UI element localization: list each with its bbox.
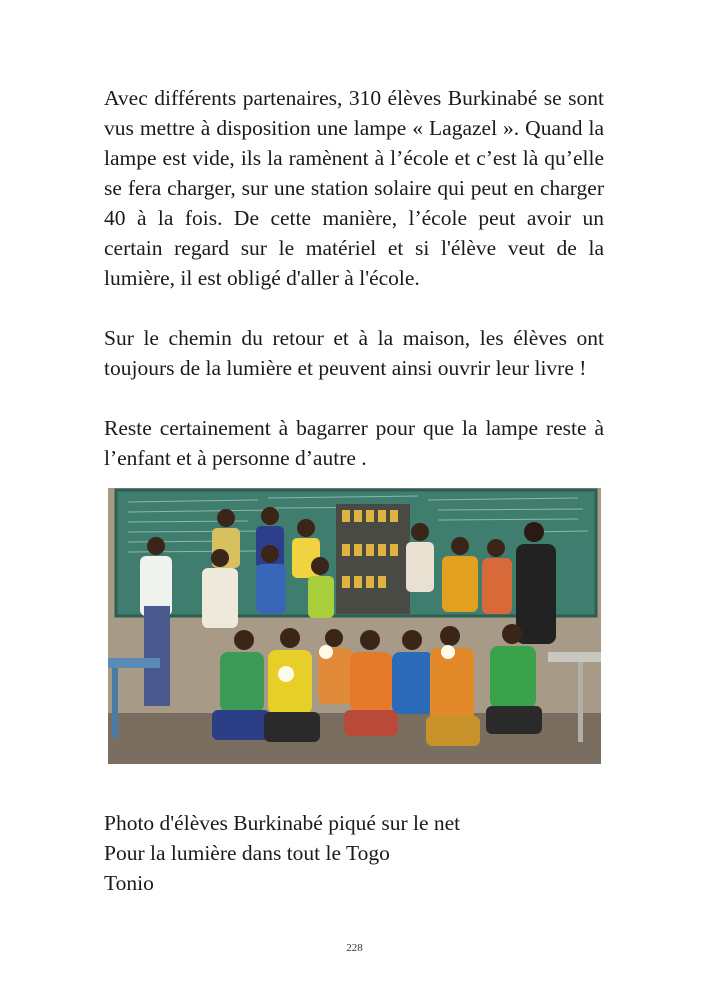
page-number: 228 [346,942,363,954]
students-with-solar-lamps-image [108,488,601,764]
caption-dedication: Pour la lumière dans tout le Togo [104,841,390,865]
paragraph-lagazel-lamp: Avec différents partenaires, 310 élèves Burkinabé se sont vus mettre à disposition une lampe « Lagazel ». Quand la lampe est vide, ils la ramènent à l’école et c’est là qu’elle se fera charger, sur une station solaire qui peut en charger 40 à la fois. De cette manière, l’école peut avoir un certain regard sur le matériel et si l'élève veut de la lumière, il est obligé d'aller à l'école. [104,86,604,290]
class-photo [108,488,601,764]
paragraph-way-home: Sur le chemin du retour et à la maison, les élèves ont toujours de la lumière et peuvent ainsi ouvrir leur livre ! [104,326,604,380]
caption-signature: Tonio [104,871,154,895]
paragraph-conclusion: Reste certainement à bagarrer pour que la lampe reste à l’enfant et à personne d’autre . [104,416,604,470]
caption-photo-source: Photo d'élèves Burkinabé piqué sur le net [104,811,461,835]
